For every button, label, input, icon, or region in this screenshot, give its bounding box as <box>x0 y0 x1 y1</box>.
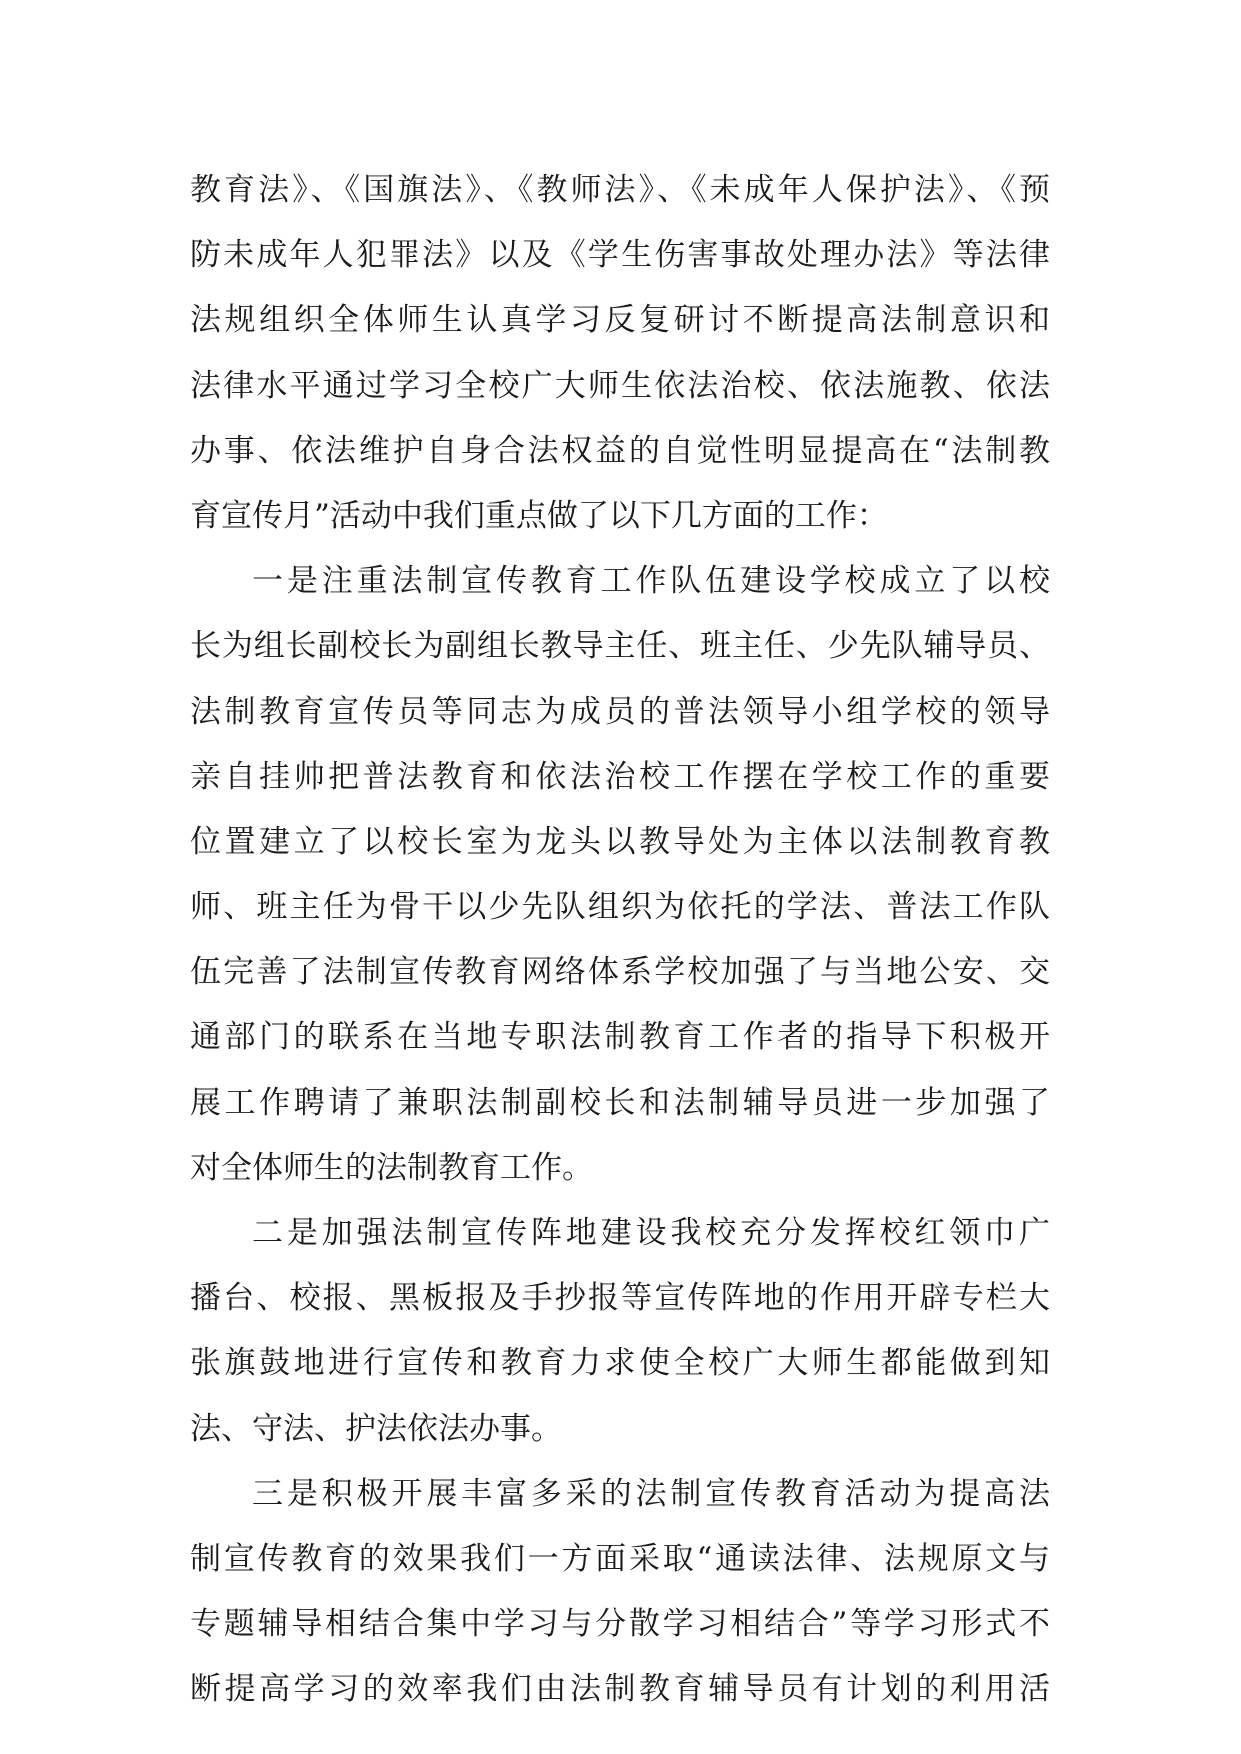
text-line: 法制教育宣传员等同志为成员的普法领导小组学校的领导 <box>190 693 1050 730</box>
text-line: 断提高学习的效率我们由法制教育辅导员有计划的利用活 <box>190 1671 1050 1708</box>
text-line: 亲自挂帅把普法教育和依法治校工作摆在学校工作的重要 <box>190 758 1050 795</box>
text-line: 法律水平通过学习全校广大师生依法治校、依法施教、依法 <box>190 367 1050 404</box>
paragraph-section-2 <box>190 1201 1050 1462</box>
text-line: 防未成年人犯罪法》以及《学生伤害事故处理办法》等法律 <box>190 237 1050 274</box>
text-line: 伍完善了法制宣传教育网络体系学校加强了与当地公安、交 <box>190 954 1050 991</box>
paragraph-section-3 <box>190 1462 1050 1723</box>
text-line: 育宣传月”活动中我们重点做了以下几方面的工作： <box>190 497 888 534</box>
text-line: 师、班主任为骨干以少先队组织为依托的学法、普法工作队 <box>190 889 1050 926</box>
text-line: 长为组长副校长为副组长教导主任、班主任、少先队辅导员、 <box>190 628 1050 665</box>
text-line: 法规组织全体师生认真学习反复研讨不断提高法制意识和 <box>190 302 1050 339</box>
text-line: 专题辅导相结合集中学习与分散学习相结合”等学习形式不 <box>190 1606 1050 1643</box>
text-line: 制宣传教育的效果我们一方面采取“通读法律、法规原文与 <box>190 1540 1050 1577</box>
text-line: 办事、依法维护自身合法权益的自觉性明显提高在“法制教 <box>190 432 1050 469</box>
text-line: 通部门的联系在当地专职法制教育工作者的指导下积极开 <box>190 1019 1050 1056</box>
text-line: 展工作聘请了兼职法制副校长和法制辅导员进一步加强了 <box>190 1084 1050 1121</box>
text-line: 法、守法、护法依法办事。 <box>190 1410 562 1447</box>
text-line: 二是加强法制宣传阵地建设我校充分发挥校红领巾广 <box>252 1215 1050 1251</box>
text-line: 播台、校报、黑板报及手抄报等宣传阵地的作用开辟专栏大 <box>190 1280 1050 1317</box>
text-line: 位置建立了以校长室为龙头以教导处为主体以法制教育教 <box>190 823 1050 860</box>
paragraph-section-1 <box>190 549 1050 1201</box>
text-line: 一是注重法制宣传教育工作队伍建设学校成立了以校 <box>252 563 1050 600</box>
text-line: 张旗鼓地进行宣传和教育力求使全校广大师生都能做到知 <box>190 1345 1050 1382</box>
intro-paragraph <box>190 158 1050 549</box>
text-line: 对全体师生的法制教育工作。 <box>190 1149 593 1186</box>
text-line: 三是积极开展丰富多采的法制宣传教育活动为提高法 <box>252 1475 1050 1512</box>
text-line: 教育法》、《国旗法》、《教师法》、《未成年人保护法》、《预 <box>190 172 1050 208</box>
document-body <box>190 158 1050 1723</box>
